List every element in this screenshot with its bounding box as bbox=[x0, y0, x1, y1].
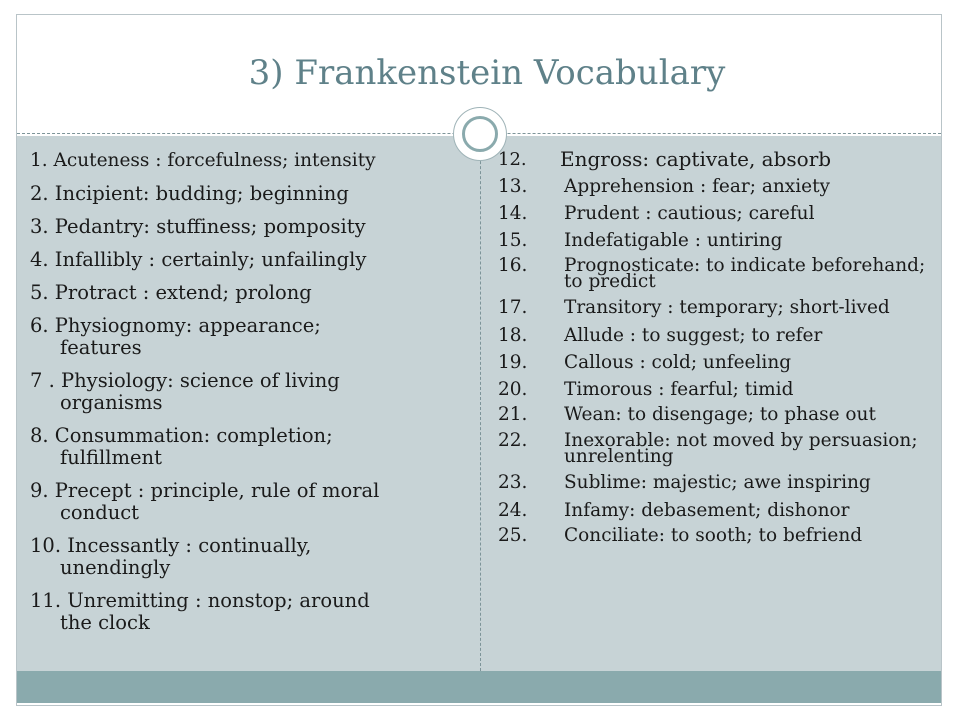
vocab-item: 25. Conciliate: to sooth; to befriend bbox=[498, 525, 863, 546]
vocab-item: 4. Infallibly : certainly; unfailingly bbox=[30, 248, 367, 271]
left-vocab-list bbox=[30, 150, 476, 645]
vocab-item: 22. Inexorable: not moved by persuasion; unrelenting bbox=[498, 430, 918, 467]
vocab-item: 20. Timorous : fearful; timid bbox=[498, 379, 794, 400]
vocab-item: 21. Wean: to disengage; to phase out bbox=[498, 404, 876, 425]
right-vocab-list bbox=[498, 147, 934, 554]
vocab-item: 16. Prognosticate: to indicate beforehand; to predict bbox=[498, 255, 926, 292]
vocab-item: 6. Physiognomy: appearance; features bbox=[30, 314, 321, 359]
vocab-item: 14. Prudent : cautious; careful bbox=[498, 203, 815, 224]
vocab-item: 9. Precept : principle, rule of moral conduct bbox=[30, 479, 380, 524]
vocab-item: 23. Sublime: majestic; awe inspiring bbox=[498, 472, 871, 493]
vocab-item: 2. Incipient: budding; beginning bbox=[30, 182, 349, 205]
vocab-item: 13. Apprehension : fear; anxiety bbox=[498, 176, 830, 197]
vocab-item: 10. Incessantly : continually, unendingly bbox=[30, 534, 312, 579]
vocab-item: 7 . Physiology: science of living organisms bbox=[30, 369, 340, 414]
vocab-item: 15. Indefatigable : untiring bbox=[498, 230, 783, 251]
slide-title: 3) Frankenstein Vocabulary bbox=[248, 53, 726, 93]
vocab-item: 12. Engross: captivate, absorb bbox=[498, 147, 832, 171]
column-separator bbox=[480, 136, 481, 671]
vocab-item: 5. Protract : extend; prolong bbox=[30, 281, 312, 304]
vocab-item: 3. Pedantry: stuffiness; pomposity bbox=[30, 215, 366, 238]
vocab-item: 8. Consummation: completion; fulfillment bbox=[30, 424, 333, 469]
footer-band bbox=[17, 671, 941, 703]
vocab-item: 1. Acuteness : forcefulness; intensity bbox=[30, 150, 376, 171]
vocab-item: 24. Infamy: debasement; dishonor bbox=[498, 500, 850, 521]
vocab-item: 18. Allude : to suggest; to refer bbox=[498, 325, 823, 346]
ring-ornament-inner bbox=[462, 116, 498, 152]
vocab-item: 11. Unremitting : nonstop; around the clock bbox=[30, 589, 370, 634]
vocab-item: 17. Transitory : temporary; short-lived bbox=[498, 297, 890, 318]
vocab-item: 19. Callous : cold; unfeeling bbox=[498, 352, 792, 373]
